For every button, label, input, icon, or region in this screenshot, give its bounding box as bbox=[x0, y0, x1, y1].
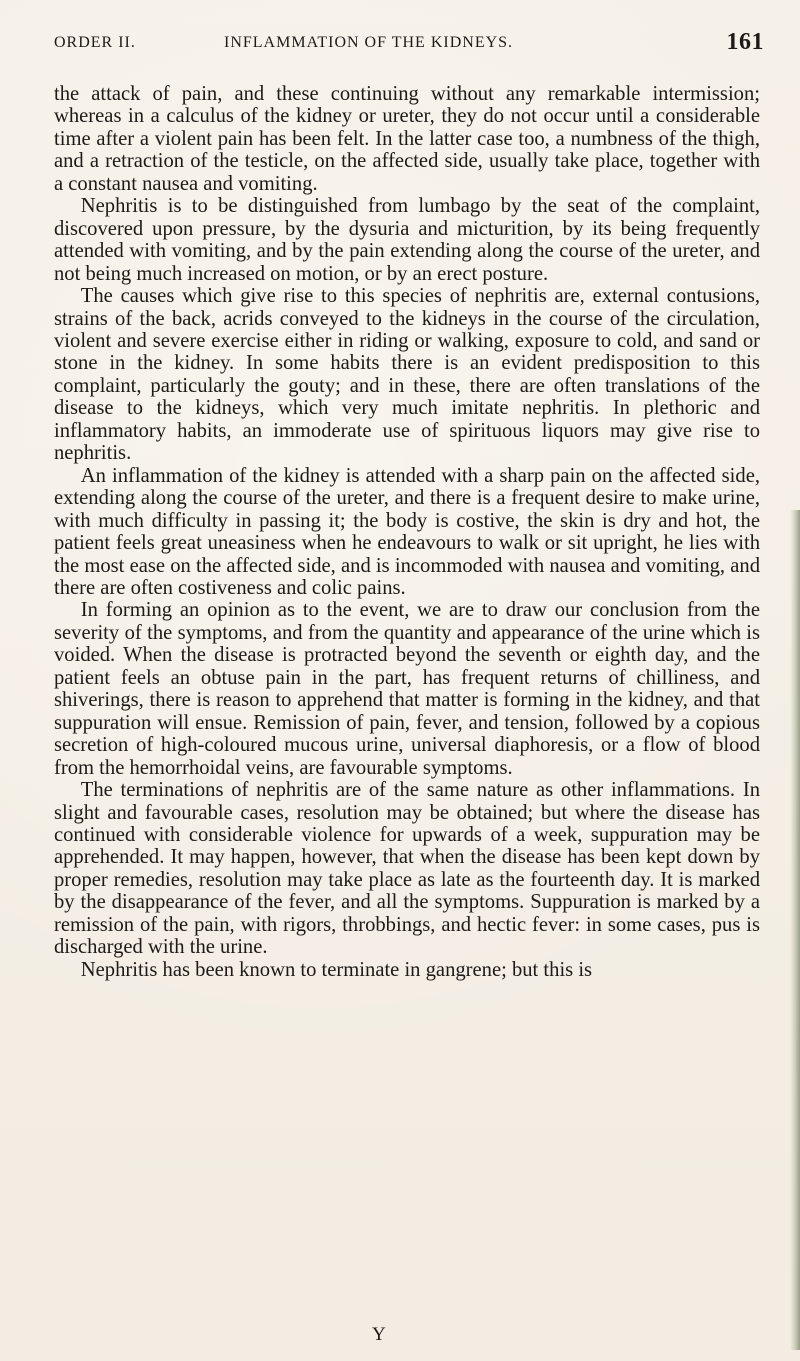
page-body-text bbox=[54, 83, 760, 981]
chapter-title: INFLAMMATION OF THE KIDNEYS. bbox=[224, 34, 514, 51]
page-number: 161 bbox=[726, 29, 764, 55]
paragraph-causes: The causes which give rise to this species of nephritis are, external contusions, strains of the back, acrids conveyed to the kidneys in the course of the circulation, violent and severe exercise either in riding or walking, exposure to cold, and sand or stone in the kidney. In some habits there is an evident predisposition to this complaint, particularly the gouty; and in these, there are often translations of the disease to the kidneys, which very much imitate nephritis. In plethoric and inflammatory habits, an immoderate use of spirituous liquors may give rise to nephritis. bbox=[54, 285, 760, 465]
paragraph-symptoms: An inflammation of the kidney is attended with a sharp pain on the affected side, extending along the course of the ureter, and there is a frequent desire to make urine, with much difficulty in passing it; the body is costive, the skin is dry and hot, the patient feels great uneasiness when he endeavours to walk or sit upright, he lies with the most ease on the affected side, and is incommoded with nausea and vomiting, and there are often costiveness and colic pains. bbox=[54, 464, 760, 599]
paragraph-lumbago-distinction: Nephritis is to be distinguished from lumbago by the seat of the complaint, discovered upon pressure, by the dysuria and micturition, by its being frequently attended with vomiting, and by the pain extending along the course of the ureter, and not being much increased on motion, or by an erect posture. bbox=[54, 195, 760, 285]
paragraph-prognosis: In forming an opinion as to the event, we are to draw our conclusion from the severity of the symptoms, and from the quantity and appearance of the urine which is voided. When the disease is protracted beyond the seventh or eighth day, and the patient feels an obtuse pain in the part, has frequent returns of chilliness, and shiverings, there is reason to apprehend that matter is forming in the kidney, and that suppuration will ensue. Remission of pain, fever, and tension, followed by a copious secretion of high-coloured mucous urine, universal diaphoresis, or a flow of blood from the hemorrhoidal veins, are favourable symptoms. bbox=[54, 599, 760, 779]
running-header bbox=[54, 30, 764, 66]
paragraph-terminations: The terminations of nephritis are of the same nature as other inflammations. In slight and favourable cases, resolution may be obtained; but where the disease has continued with considerable violence for upwards of a week, suppuration may be apprehended. It may happen, however, that when the disease has been kept down by proper remedies, resolution may take place as late as the fourteenth day. It is marked by the disappearance of the fever, and all the symptoms. Suppuration is marked by a remission of the pain, with rigors, throbbings, and hectic fever: in some cases, pus is discharged with the urine. bbox=[54, 779, 760, 959]
page-edge-shadow bbox=[790, 510, 800, 1350]
signature-mark: Y bbox=[372, 1324, 386, 1345]
chapter-order-label: ORDER II. bbox=[54, 34, 136, 51]
paragraph-continuation: the attack of pain, and these continuing without any remarkable intermission; whereas in a calculus of the kidney or ureter, they do not occur until a considerable time after a violent pain has been felt. In the latter case too, a numbness of the thigh, and a retraction of the testicle, on the affected side, usually take place, together with a constant nausea and vomiting. bbox=[54, 83, 760, 195]
paragraph-gangrene: Nephritis has been known to terminate in gangrene; but this is bbox=[80, 958, 593, 981]
